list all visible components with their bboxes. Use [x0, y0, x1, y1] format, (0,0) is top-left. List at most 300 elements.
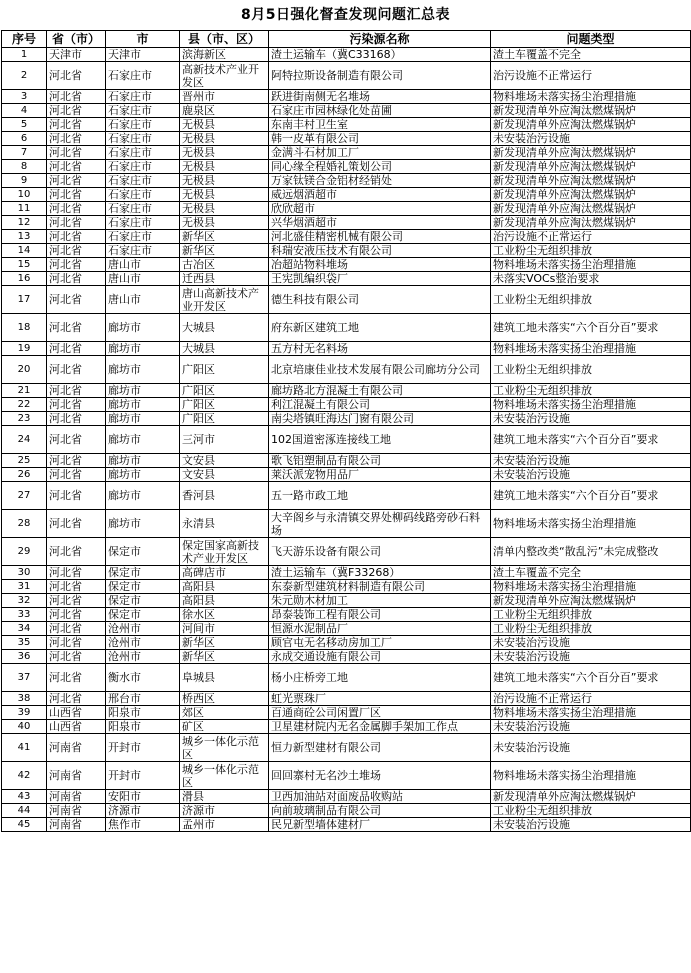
county-cell: 济源市 [180, 804, 269, 818]
province-cell: 河北省 [47, 356, 106, 384]
problem-type-cell: 工业粉尘无组织排放 [491, 286, 691, 314]
table-row [2, 566, 691, 580]
province-cell: 河北省 [47, 286, 106, 314]
province-cell: 河北省 [47, 384, 106, 398]
pollution-source-cell: 北京培康佳业技术发展有限公司廊坊分公司 [269, 356, 491, 384]
county-cell: 唐山高新技术产业开发区 [180, 286, 269, 314]
pollution-source-cell: 东泰新型建筑材料制造有限公司 [269, 580, 491, 594]
county-cell: 香河县 [180, 482, 269, 510]
table-row [2, 398, 691, 412]
city-cell: 唐山市 [106, 258, 180, 272]
header-county: 县（市、区） [180, 31, 269, 48]
problem-type-cell: 渣土车覆盖不完全 [491, 48, 691, 62]
problem-type-cell: 未安装治污设施 [491, 454, 691, 468]
row-index: 44 [2, 804, 47, 818]
city-cell: 廊坊市 [106, 412, 180, 426]
city-cell: 保定市 [106, 566, 180, 580]
row-index: 14 [2, 244, 47, 258]
province-cell: 河北省 [47, 244, 106, 258]
city-cell: 石家庄市 [106, 132, 180, 146]
pollution-source-cell: 卫西加油站对面废品收购站 [269, 790, 491, 804]
county-cell: 桥西区 [180, 692, 269, 706]
city-cell: 石家庄市 [106, 118, 180, 132]
province-cell: 河北省 [47, 426, 106, 454]
county-cell: 文安县 [180, 454, 269, 468]
problem-type-cell: 新发现清单外应淘汰燃煤锅炉 [491, 790, 691, 804]
row-index: 25 [2, 454, 47, 468]
city-cell: 石家庄市 [106, 146, 180, 160]
province-cell: 河北省 [47, 580, 106, 594]
province-cell: 河北省 [47, 594, 106, 608]
row-index: 4 [2, 104, 47, 118]
row-index: 23 [2, 412, 47, 426]
city-cell: 石家庄市 [106, 174, 180, 188]
header-pollution-source: 污染源名称 [269, 31, 491, 48]
row-index: 27 [2, 482, 47, 510]
row-index: 21 [2, 384, 47, 398]
county-cell: 文安县 [180, 468, 269, 482]
province-cell: 河北省 [47, 258, 106, 272]
problem-type-cell: 未安装治污设施 [491, 650, 691, 664]
province-cell: 河北省 [47, 468, 106, 482]
pollution-source-cell: 昂泰装饰工程有限公司 [269, 608, 491, 622]
row-index: 41 [2, 734, 47, 762]
problem-type-cell: 建筑工地未落实“六个百分百”要求 [491, 314, 691, 342]
problem-type-cell: 未安装治污设施 [491, 734, 691, 762]
row-index: 18 [2, 314, 47, 342]
header-problem-type: 问题类型 [491, 31, 691, 48]
problem-type-cell: 治污设施不正常运行 [491, 62, 691, 90]
row-index: 29 [2, 538, 47, 566]
province-cell: 河北省 [47, 608, 106, 622]
city-cell: 天津市 [106, 48, 180, 62]
problem-type-cell: 建筑工地未落实“六个百分百”要求 [491, 482, 691, 510]
pollution-source-cell: 向前玻璃制品有限公司 [269, 804, 491, 818]
province-cell: 河北省 [47, 342, 106, 356]
problem-type-cell: 未安装治污设施 [491, 720, 691, 734]
province-cell: 河北省 [47, 216, 106, 230]
pollution-source-cell: 同心缘全程婚礼策划公司 [269, 160, 491, 174]
city-cell: 石家庄市 [106, 216, 180, 230]
table-row [2, 118, 691, 132]
city-cell: 廊坊市 [106, 454, 180, 468]
county-cell: 永清县 [180, 510, 269, 538]
row-index: 10 [2, 188, 47, 202]
table-row [2, 384, 691, 398]
problem-type-cell: 建筑工地未落实“六个百分百”要求 [491, 426, 691, 454]
row-index: 31 [2, 580, 47, 594]
province-cell: 河北省 [47, 538, 106, 566]
province-cell: 河北省 [47, 398, 106, 412]
province-cell: 河北省 [47, 230, 106, 244]
county-cell: 广阳区 [180, 412, 269, 426]
row-index: 35 [2, 636, 47, 650]
county-cell: 无极县 [180, 216, 269, 230]
province-cell: 河北省 [47, 566, 106, 580]
problem-type-cell: 工业粉尘无组织排放 [491, 244, 691, 258]
problem-type-cell: 工业粉尘无组织排放 [491, 608, 691, 622]
pollution-source-cell: 百通商砼公司闲置厂区 [269, 706, 491, 720]
pollution-source-cell: 回回寨村无名沙土堆场 [269, 762, 491, 790]
city-cell: 廊坊市 [106, 482, 180, 510]
problem-type-cell: 新发现清单外应淘汰燃煤锅炉 [491, 174, 691, 188]
table-row [2, 412, 691, 426]
province-cell: 山西省 [47, 720, 106, 734]
county-cell: 无极县 [180, 146, 269, 160]
county-cell: 无极县 [180, 188, 269, 202]
problem-type-cell: 治污设施不正常运行 [491, 230, 691, 244]
pollution-source-cell: 永成交通设施有限公司 [269, 650, 491, 664]
row-index: 3 [2, 90, 47, 104]
row-index: 20 [2, 356, 47, 384]
county-cell: 无极县 [180, 202, 269, 216]
county-cell: 高阳县 [180, 580, 269, 594]
city-cell: 石家庄市 [106, 104, 180, 118]
table-row [2, 146, 691, 160]
pollution-source-cell: 卫星建材院内无名金属脚手架加工作点 [269, 720, 491, 734]
county-cell: 无极县 [180, 132, 269, 146]
header-city: 市 [106, 31, 180, 48]
row-index: 13 [2, 230, 47, 244]
problem-type-cell: 清单内整改类“散乱污”未完成整改 [491, 538, 691, 566]
pollution-source-cell: 金满斗石材加工厂 [269, 146, 491, 160]
city-cell: 沧州市 [106, 622, 180, 636]
problem-type-cell: 新发现清单外应淘汰燃煤锅炉 [491, 202, 691, 216]
county-cell: 阜城县 [180, 664, 269, 692]
table-row [2, 622, 691, 636]
pollution-source-cell: 万家钛镁合金铝材经销处 [269, 174, 491, 188]
city-cell: 石家庄市 [106, 188, 180, 202]
problem-type-cell: 新发现清单外应淘汰燃煤锅炉 [491, 216, 691, 230]
pollution-source-cell: 朱元勋木材加工 [269, 594, 491, 608]
row-index: 6 [2, 132, 47, 146]
pollution-source-cell: 恒力新型建材有限公司 [269, 734, 491, 762]
table-row [2, 216, 691, 230]
province-cell: 河北省 [47, 454, 106, 468]
table-row [2, 636, 691, 650]
table-row [2, 706, 691, 720]
problem-type-cell: 工业粉尘无组织排放 [491, 804, 691, 818]
pollution-source-cell: 韩一皮革有限公司 [269, 132, 491, 146]
row-index: 15 [2, 258, 47, 272]
pollution-source-cell: 欣欣超市 [269, 202, 491, 216]
pollution-source-cell: 飞天游乐设备有限公司 [269, 538, 491, 566]
county-cell: 郊区 [180, 706, 269, 720]
table-row [2, 286, 691, 314]
pollution-source-cell: 冶超站物料堆场 [269, 258, 491, 272]
province-cell: 河北省 [47, 636, 106, 650]
province-cell: 河北省 [47, 412, 106, 426]
row-index: 43 [2, 790, 47, 804]
city-cell: 唐山市 [106, 286, 180, 314]
pollution-source-cell: 东南丰村卫生室 [269, 118, 491, 132]
province-cell: 河北省 [47, 118, 106, 132]
row-index: 22 [2, 398, 47, 412]
problem-summary-table [1, 30, 691, 832]
city-cell: 保定市 [106, 608, 180, 622]
province-cell: 河南省 [47, 790, 106, 804]
row-index: 34 [2, 622, 47, 636]
row-index: 26 [2, 468, 47, 482]
problem-type-cell: 新发现清单外应淘汰燃煤锅炉 [491, 188, 691, 202]
table-row [2, 104, 691, 118]
county-cell: 迁西县 [180, 272, 269, 286]
province-cell: 河北省 [47, 146, 106, 160]
county-cell: 城乡一体化示范区 [180, 734, 269, 762]
row-index: 16 [2, 272, 47, 286]
table-row [2, 258, 691, 272]
county-cell: 河间市 [180, 622, 269, 636]
problem-type-cell: 物料堆场未落实扬尘治理措施 [491, 762, 691, 790]
city-cell: 开封市 [106, 734, 180, 762]
province-cell: 河北省 [47, 650, 106, 664]
table-row [2, 342, 691, 356]
city-cell: 石家庄市 [106, 244, 180, 258]
header-index: 序号 [2, 31, 47, 48]
province-cell: 河北省 [47, 132, 106, 146]
problem-type-cell: 建筑工地未落实“六个百分百”要求 [491, 664, 691, 692]
pollution-source-cell: 南尖塔镇旺海达门窗有限公司 [269, 412, 491, 426]
county-cell: 高碑店市 [180, 566, 269, 580]
county-cell: 晋州市 [180, 90, 269, 104]
table-row [2, 510, 691, 538]
city-cell: 石家庄市 [106, 202, 180, 216]
row-index: 19 [2, 342, 47, 356]
county-cell: 新华区 [180, 244, 269, 258]
city-cell: 邢台市 [106, 692, 180, 706]
city-cell: 廊坊市 [106, 398, 180, 412]
city-cell: 石家庄市 [106, 90, 180, 104]
county-cell: 矿区 [180, 720, 269, 734]
city-cell: 保定市 [106, 594, 180, 608]
county-cell: 城乡一体化示范区 [180, 762, 269, 790]
table-row [2, 160, 691, 174]
row-index: 11 [2, 202, 47, 216]
table-row [2, 230, 691, 244]
county-cell: 孟州市 [180, 818, 269, 832]
row-index: 32 [2, 594, 47, 608]
city-cell: 廊坊市 [106, 384, 180, 398]
pollution-source-cell: 五一路市政工地 [269, 482, 491, 510]
table-row [2, 692, 691, 706]
table-row [2, 62, 691, 90]
province-cell: 河北省 [47, 160, 106, 174]
city-cell: 石家庄市 [106, 160, 180, 174]
city-cell: 阳泉市 [106, 720, 180, 734]
table-row [2, 426, 691, 454]
city-cell: 廊坊市 [106, 510, 180, 538]
pollution-source-cell: 虹光票珠厂 [269, 692, 491, 706]
county-cell: 三河市 [180, 426, 269, 454]
row-index: 1 [2, 48, 47, 62]
county-cell: 无极县 [180, 118, 269, 132]
table-row [2, 664, 691, 692]
table-row [2, 650, 691, 664]
pollution-source-cell: 威远烟酒超市 [269, 188, 491, 202]
city-cell: 沧州市 [106, 650, 180, 664]
page-title: 8月5日强化督查发现问题汇总表 [241, 7, 450, 23]
problem-type-cell: 物料堆场未落实扬尘治理措施 [491, 580, 691, 594]
row-index: 2 [2, 62, 47, 90]
problem-type-cell: 未安装治污设施 [491, 132, 691, 146]
province-cell: 河北省 [47, 104, 106, 118]
county-cell: 古冶区 [180, 258, 269, 272]
table-row [2, 790, 691, 804]
pollution-source-cell: 王宪凯编织袋厂 [269, 272, 491, 286]
province-cell: 山西省 [47, 706, 106, 720]
pollution-source-cell: 廊坊路北方混凝土有限公司 [269, 384, 491, 398]
county-cell: 滨海新区 [180, 48, 269, 62]
city-cell: 焦作市 [106, 818, 180, 832]
city-cell: 廊坊市 [106, 342, 180, 356]
pollution-source-cell: 渣土运输车（冀C33168） [269, 48, 491, 62]
pollution-source-cell: 科瑞安液压技术有限公司 [269, 244, 491, 258]
pollution-source-cell: 利江混凝土有限公司 [269, 398, 491, 412]
row-index: 12 [2, 216, 47, 230]
table-row [2, 468, 691, 482]
problem-type-cell: 治污设施不正常运行 [491, 692, 691, 706]
row-index: 17 [2, 286, 47, 314]
row-index: 9 [2, 174, 47, 188]
table-row [2, 314, 691, 342]
province-cell: 河北省 [47, 272, 106, 286]
table-row [2, 538, 691, 566]
table-row [2, 174, 691, 188]
county-cell: 大城县 [180, 342, 269, 356]
pollution-source-cell: 歌飞铝塑制品有限公司 [269, 454, 491, 468]
row-index: 42 [2, 762, 47, 790]
pollution-source-cell: 府东新区建筑工地 [269, 314, 491, 342]
table-header-row [2, 31, 691, 48]
city-cell: 廊坊市 [106, 468, 180, 482]
city-cell: 廊坊市 [106, 426, 180, 454]
table-row [2, 454, 691, 468]
county-cell: 无极县 [180, 160, 269, 174]
problem-type-cell: 物料堆场未落实扬尘治理措施 [491, 90, 691, 104]
province-cell: 河北省 [47, 482, 106, 510]
county-cell: 滑县 [180, 790, 269, 804]
row-index: 8 [2, 160, 47, 174]
county-cell: 广阳区 [180, 398, 269, 412]
problem-type-cell: 工业粉尘无组织排放 [491, 356, 691, 384]
county-cell: 无极县 [180, 174, 269, 188]
table-row [2, 202, 691, 216]
table-row [2, 580, 691, 594]
county-cell: 保定国家高新技术产业开发区 [180, 538, 269, 566]
row-index: 40 [2, 720, 47, 734]
problem-type-cell: 未安装治污设施 [491, 636, 691, 650]
province-cell: 河北省 [47, 622, 106, 636]
pollution-source-cell: 五方村无名料场 [269, 342, 491, 356]
city-cell: 廊坊市 [106, 356, 180, 384]
problem-type-cell: 物料堆场未落实扬尘治理措施 [491, 706, 691, 720]
pollution-source-cell: 大辛阁乡与永清镇交界处柳码线路旁砂石料场 [269, 510, 491, 538]
table-row [2, 48, 691, 62]
province-cell: 河南省 [47, 818, 106, 832]
province-cell: 河北省 [47, 62, 106, 90]
pollution-source-cell: 杨小庄桥旁工地 [269, 664, 491, 692]
table-row [2, 804, 691, 818]
province-cell: 河北省 [47, 664, 106, 692]
city-cell: 安阳市 [106, 790, 180, 804]
county-cell: 新华区 [180, 650, 269, 664]
city-cell: 保定市 [106, 580, 180, 594]
row-index: 38 [2, 692, 47, 706]
row-index: 7 [2, 146, 47, 160]
province-cell: 河北省 [47, 314, 106, 342]
table-row [2, 272, 691, 286]
row-index: 39 [2, 706, 47, 720]
table-row [2, 762, 691, 790]
city-cell: 唐山市 [106, 272, 180, 286]
county-cell: 新华区 [180, 230, 269, 244]
pollution-source-cell: 德生科技有限公司 [269, 286, 491, 314]
table-row [2, 594, 691, 608]
city-cell: 阳泉市 [106, 706, 180, 720]
problem-type-cell: 渣土车覆盖不完全 [491, 566, 691, 580]
row-index: 33 [2, 608, 47, 622]
city-cell: 廊坊市 [106, 314, 180, 342]
pollution-source-cell: 渣土运输车（冀F33268） [269, 566, 491, 580]
table-row [2, 720, 691, 734]
row-index: 36 [2, 650, 47, 664]
row-index: 28 [2, 510, 47, 538]
province-cell: 河南省 [47, 762, 106, 790]
province-cell: 河北省 [47, 90, 106, 104]
pollution-source-cell: 阿特拉斯设备制造有限公司 [269, 62, 491, 90]
county-cell: 新华区 [180, 636, 269, 650]
problem-type-cell: 未安装治污设施 [491, 468, 691, 482]
pollution-source-cell: 兴华烟酒超市 [269, 216, 491, 230]
problem-type-cell: 未安装治污设施 [491, 818, 691, 832]
pollution-source-cell: 河北盛佳精密机械有限公司 [269, 230, 491, 244]
county-cell: 高阳县 [180, 594, 269, 608]
problem-type-cell: 未安装治污设施 [491, 412, 691, 426]
province-cell: 河南省 [47, 804, 106, 818]
row-index: 45 [2, 818, 47, 832]
table-row [2, 244, 691, 258]
province-cell: 河北省 [47, 174, 106, 188]
city-cell: 石家庄市 [106, 62, 180, 90]
province-cell: 河南省 [47, 734, 106, 762]
table-row [2, 482, 691, 510]
county-cell: 大城县 [180, 314, 269, 342]
problem-type-cell: 新发现清单外应淘汰燃煤锅炉 [491, 104, 691, 118]
province-cell: 河北省 [47, 188, 106, 202]
problem-type-cell: 新发现清单外应淘汰燃煤锅炉 [491, 118, 691, 132]
table-row [2, 90, 691, 104]
row-index: 5 [2, 118, 47, 132]
problem-type-cell: 物料堆场未落实扬尘治理措施 [491, 510, 691, 538]
table-row [2, 356, 691, 384]
city-cell: 开封市 [106, 762, 180, 790]
province-cell: 河北省 [47, 202, 106, 216]
city-cell: 石家庄市 [106, 230, 180, 244]
city-cell: 济源市 [106, 804, 180, 818]
table-row [2, 734, 691, 762]
pollution-source-cell: 民兄新型墙体建材厂 [269, 818, 491, 832]
table-body [2, 48, 691, 832]
problem-type-cell: 物料堆场未落实扬尘治理措施 [491, 258, 691, 272]
pollution-source-cell: 石家庄市园林绿化处苗圃 [269, 104, 491, 118]
pollution-source-cell: 莱沃派宠物用品厂 [269, 468, 491, 482]
province-cell: 河北省 [47, 510, 106, 538]
county-cell: 徐水区 [180, 608, 269, 622]
province-cell: 河北省 [47, 692, 106, 706]
table-row [2, 818, 691, 832]
problem-type-cell: 新发现清单外应淘汰燃煤锅炉 [491, 146, 691, 160]
pollution-source-cell: 102国道密涿连接线工地 [269, 426, 491, 454]
